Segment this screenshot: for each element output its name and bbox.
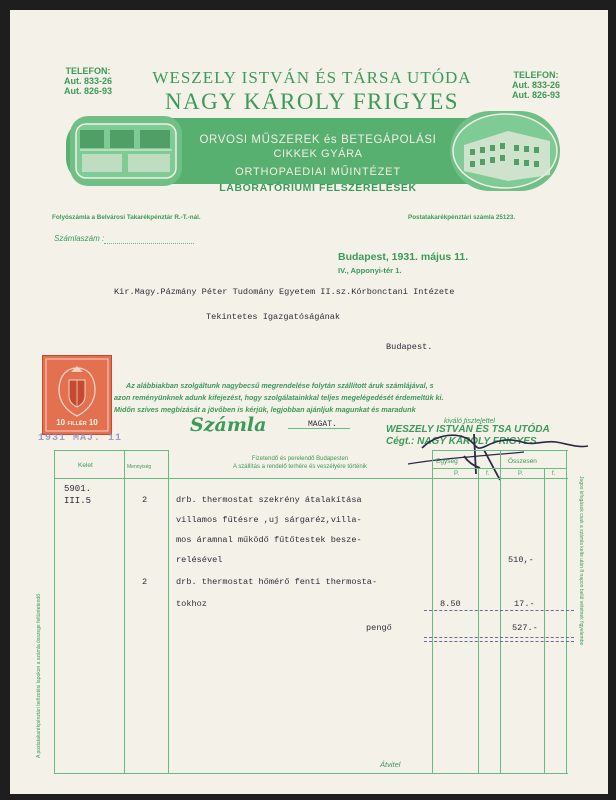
- row-6-total: 17.-: [514, 599, 535, 609]
- recipient-line-3: Budapest.: [386, 342, 433, 352]
- row-6-text: tokhoz: [176, 599, 207, 609]
- header-quantity: Mennyiség: [127, 464, 152, 470]
- phone-number: Aut. 826-93: [511, 90, 561, 100]
- header-unit-pengo: P.: [454, 471, 459, 477]
- banner-line-4: LABORATÓRIUMI FELSZERELÉSEK: [219, 182, 417, 194]
- intro-line-2: azon reményünknek adunk kifejezést, hogy szolgálatainkkal teljes megelégedését érdemeltük ki.: [114, 393, 444, 402]
- date-line-1: 5901.: [64, 484, 92, 494]
- row-5-text: drb. thermostat hőmérő fenti thermosta-: [176, 577, 378, 587]
- invoice-number-label: Számlaszám :: [54, 234, 105, 243]
- total-rule-1: [424, 637, 574, 638]
- header-total-pengo: P.: [518, 471, 523, 477]
- company-name: NAGY KÁROLY FRIGYES: [164, 89, 460, 114]
- row-4-text: relésével: [176, 555, 223, 565]
- place-date: Budapest, 1931. május 11.: [338, 251, 469, 263]
- addressee-short: MAGAT.: [308, 420, 337, 429]
- postal-account: Postatakarékpénztári számla 25123.: [408, 214, 516, 221]
- phone-number: Aut. 826-93: [63, 86, 113, 96]
- row-1-text: drb. thermostat szekrény átalakítása: [176, 495, 362, 505]
- row-5-qty: 2: [142, 577, 148, 587]
- factory-interior-icon: [70, 116, 182, 186]
- payment-terms-1: Fizetendő és perelendő Budapesten: [251, 456, 349, 462]
- closing-phrase: kiváló tisztelettel: [444, 418, 495, 425]
- header-date: Kelet: [78, 462, 93, 469]
- recipient-line-1: Kir.Magy.Pázmány Péter Tudomány Egyetem II.sz.Kórbonctani Intézete: [114, 287, 455, 297]
- banner-line-2: CIKKEK GYÁRA: [273, 148, 363, 160]
- phone-label: TELEFON:: [513, 70, 559, 80]
- row-1-qty: 2: [142, 495, 148, 505]
- invoice-title: Számla: [190, 414, 267, 436]
- row-7-total: 527.-: [512, 623, 538, 633]
- header-total: Összesen: [508, 458, 537, 465]
- company-address: IV., Apponyi-tér 1.: [338, 266, 402, 275]
- header-total-filler: f.: [552, 471, 556, 477]
- firm-signatory-label: Cégt.: NAGY KÁROLY FRIGYES: [386, 436, 537, 447]
- bank-account: Folyószámla a Belvárosi Takarékpénztár R.-T.-nál.: [52, 214, 201, 221]
- phone-left: [56, 66, 120, 96]
- row-3-text: mos áramnal működő fűtőtestek besze-: [176, 535, 362, 545]
- carry-forward-label: Átvitel: [380, 760, 401, 769]
- recipient-line-2: Tekintetes Igazgatóságának: [206, 312, 341, 322]
- stamp-value: 10 FILLÉR 10: [56, 418, 98, 427]
- banner-line-3: ORTHOPAEDIAI MŰINTÉZET: [235, 166, 401, 178]
- header-unit-filler: f.: [486, 471, 490, 477]
- cancellation-date-stamp: 1931 MÁJ. 11: [38, 433, 123, 444]
- phone-right: [504, 70, 568, 100]
- row-4-total: 510,-: [508, 555, 534, 565]
- date-line-2: III.5: [64, 496, 92, 506]
- building-icon: [450, 111, 560, 191]
- phone-label: TELEFON:: [65, 66, 111, 76]
- phone-number: Aut. 833-26: [511, 80, 561, 90]
- header-unit-price: Egység: [436, 458, 458, 465]
- phone-number: Aut. 833-26: [63, 76, 113, 86]
- intro-line-1: Az alábbiakban szolgáltunk nagybecsű megrendelése folytán szállított áruk számlájával, s: [126, 381, 434, 390]
- banner-line-1: ORVOSI MŰSZEREK és BETEGÁPOLÁSI: [199, 134, 437, 146]
- total-rule-2: [424, 641, 574, 642]
- intro-line-3: Midőn szíves megbízását a jövőben is kérjük, legjobban ajánljuk magunkat és maradunk: [114, 405, 416, 414]
- row-6-unit-price: 8.50: [440, 599, 461, 609]
- subtotal-rule: [424, 610, 574, 611]
- side-note-right: Jogos kifogások csak a számla kelte után 8 napon belül vétetnek figyelembe: [578, 476, 584, 646]
- row-7-text: pengő: [366, 623, 392, 633]
- payment-terms-2: A szállítás a rendelő terhére és veszélyére történik: [232, 464, 368, 470]
- invoice-paper: [10, 10, 608, 794]
- side-note-left: A postatakarékpénztári befizetési lapokon a számla összege feltüntetendő: [36, 594, 42, 758]
- row-2-text: villamos fűtésre ,uj sárgaréz,villa-: [176, 515, 362, 525]
- factory-building-illustration: [450, 111, 560, 191]
- invoice-number-line: [104, 243, 194, 244]
- revenue-stamp: [42, 355, 112, 435]
- factory-interior-illustration: [70, 116, 182, 186]
- predecessor-name: WESZELY ISTVÁN ÉS TÁRSA UTÓDA: [152, 68, 472, 87]
- firm-name: WESZELY ISTVÁN ÉS TSA UTÓDA: [386, 424, 550, 435]
